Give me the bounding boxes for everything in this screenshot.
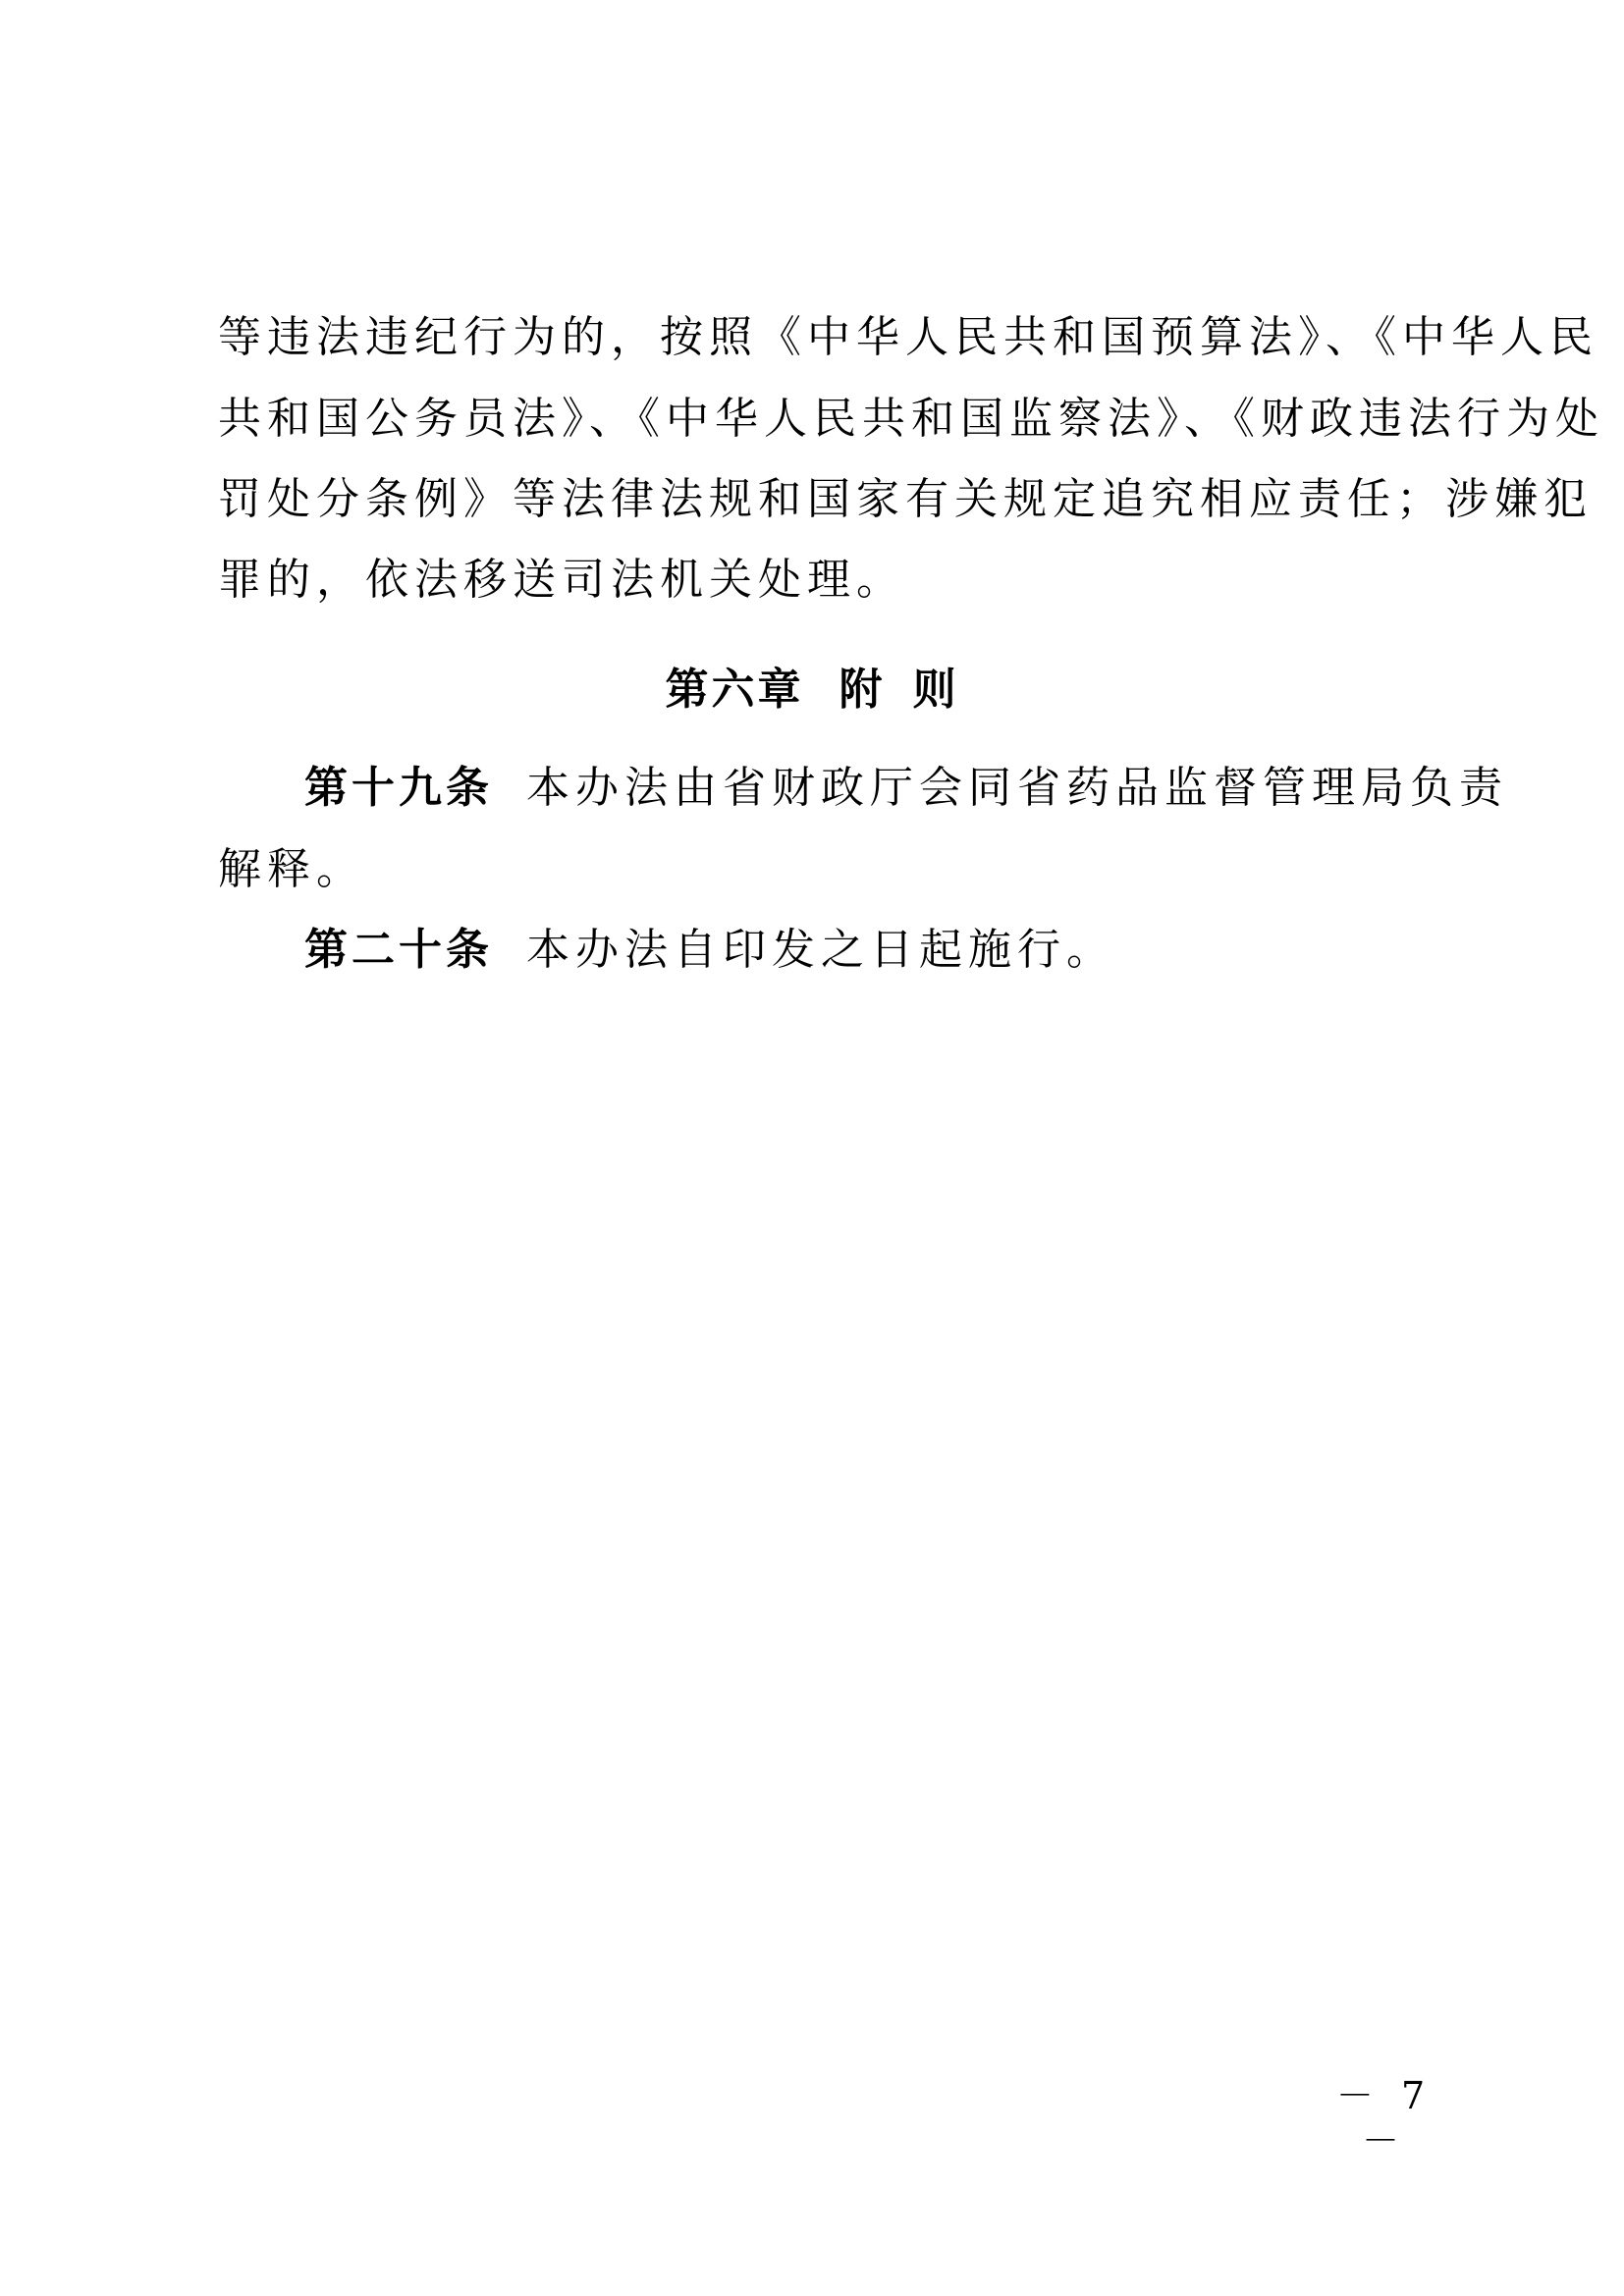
article-19-continuation: 解释。: [218, 844, 365, 894]
paragraph-line-1: 等违法违纪行为的，按照《中华人民共和国预算法》、《中华人民: [218, 312, 1598, 362]
chapter-title-part1: 附: [839, 665, 886, 715]
paragraph-line-2: 共和国公务员法》、《中华人民共和国监察法》、《财政违法行为处: [218, 394, 1604, 444]
chapter-title-part2: 则: [912, 665, 959, 715]
article-19: [304, 761, 1508, 816]
article-20: [304, 923, 1434, 978]
article-19-heading: 第十九条: [304, 763, 493, 813]
article-20-text: 本办法自印发之日起施行。: [526, 925, 1115, 975]
chapter-number: 第六章: [665, 665, 804, 715]
paragraph-line-4: 罪的，依法移送司法机关处理。: [218, 555, 905, 605]
article-20-heading: 第二十条: [304, 925, 493, 975]
paragraph-line-3: 罚处分条例》等法律法规和国家有关规定追究相应责任；涉嫌犯: [218, 474, 1593, 524]
chapter-heading: [0, 663, 1624, 718]
page-number: － 7 －: [1335, 2074, 1434, 2163]
article-19-text: 本办法由省财政厅会同省药品监督管理局负责: [526, 763, 1508, 813]
